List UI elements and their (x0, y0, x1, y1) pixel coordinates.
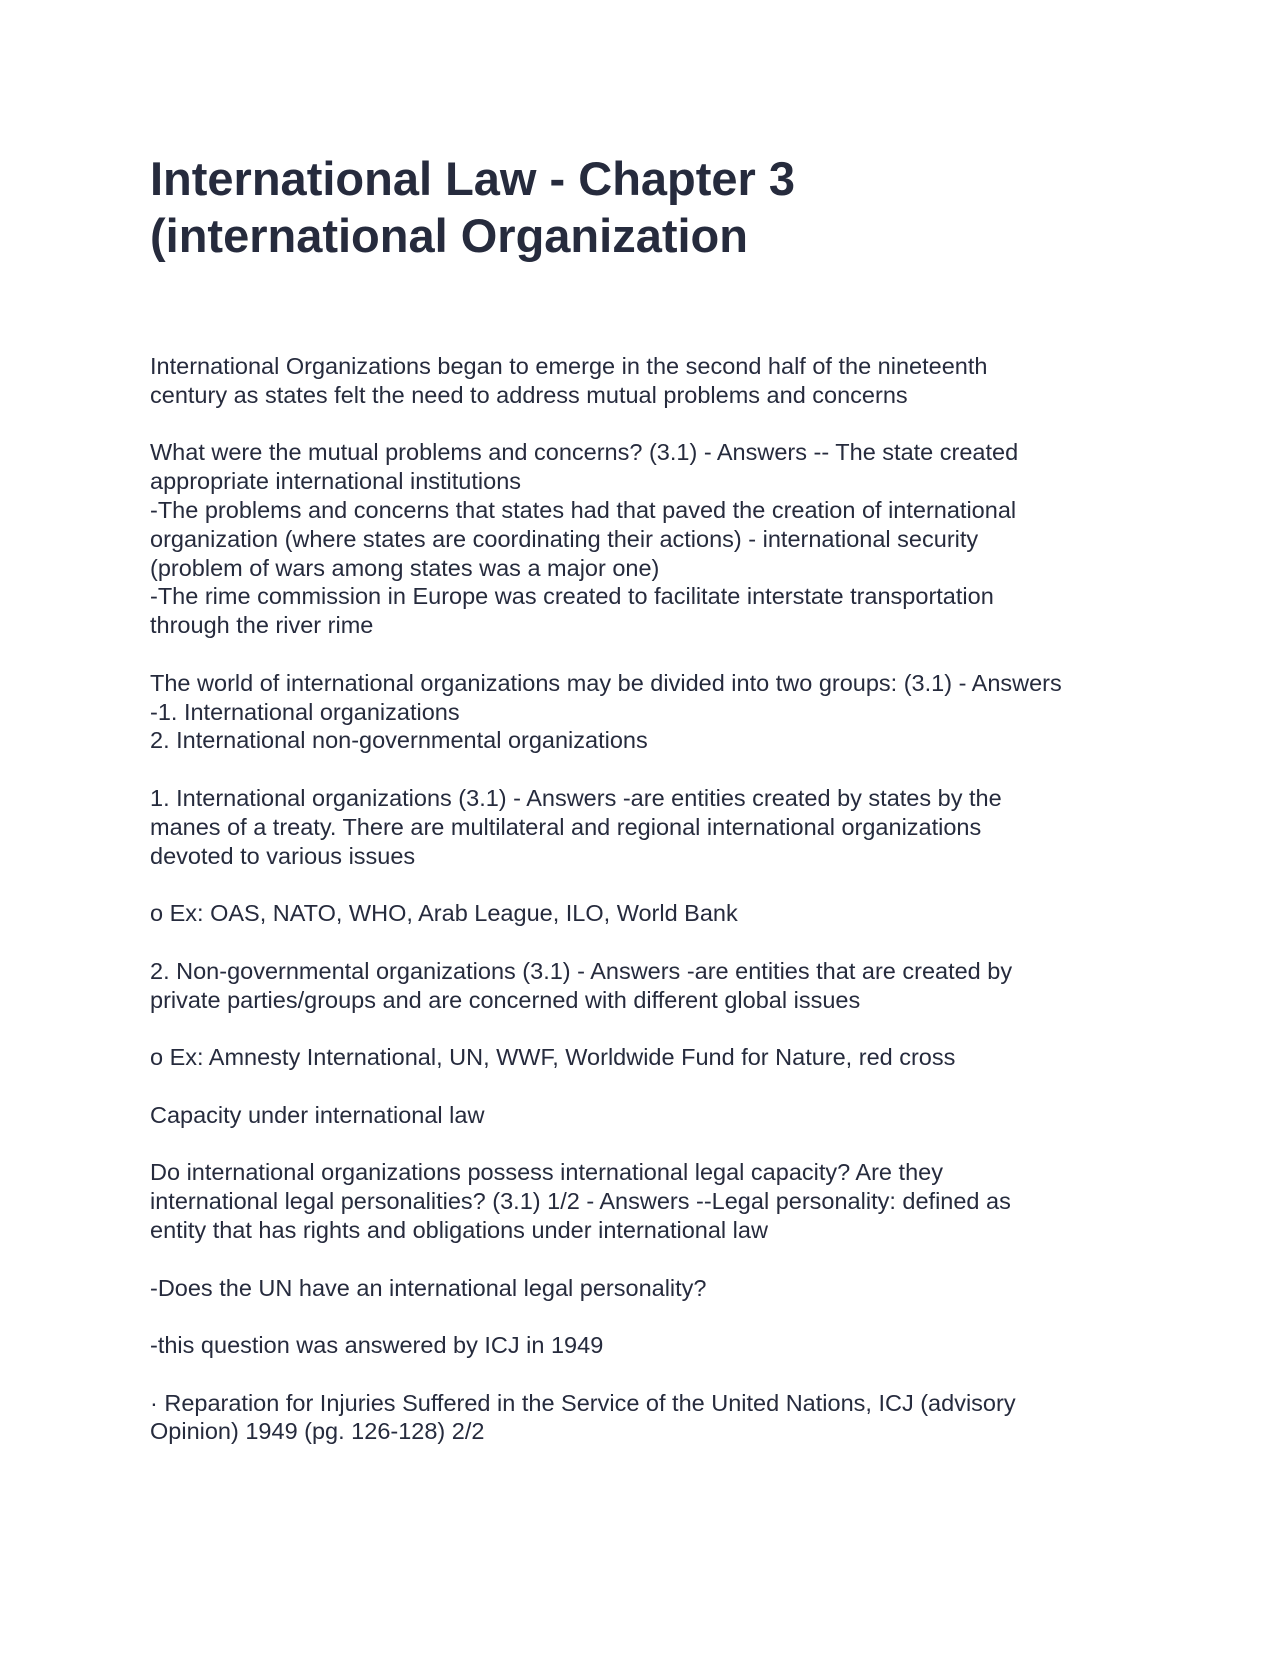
text-line: -The rime commission in Europe was created to facilitate interstate transportation (150, 583, 994, 610)
document-body (150, 352, 1140, 1475)
text-line: Capacity under international law (150, 1101, 485, 1128)
paragraph-intro (150, 352, 1140, 410)
text-line: · Reparation for Injuries Suffered in the Service of the United Nations, ICJ (advisory (150, 1389, 1016, 1416)
paragraph-ngo (150, 957, 1140, 1015)
paragraph-ngo-examples (150, 1043, 1140, 1072)
text-line: organization (where states are coordinating their actions) - international security (150, 525, 979, 552)
page-title (150, 150, 795, 264)
paragraph-io-examples (150, 899, 1140, 928)
text-line: -Does the UN have an international legal personality? (150, 1274, 707, 1301)
text-line: -1. International organizations (150, 698, 460, 725)
text-line: o Ex: OAS, NATO, WHO, Arab League, ILO, World Bank (150, 900, 738, 927)
paragraph-icj-answer (150, 1331, 1140, 1360)
paragraph-reparation-case (150, 1389, 1140, 1447)
paragraph-two-groups (150, 669, 1140, 755)
text-line: private parties/groups and are concerned with different global issues (150, 986, 861, 1013)
text-line: manes of a treaty. There are multilateral and regional international organizations (150, 813, 982, 840)
text-line: devoted to various issues (150, 842, 416, 869)
text-line: entity that has rights and obligations under international law (150, 1216, 768, 1243)
paragraph-capacity-heading (150, 1101, 1140, 1130)
text-line: What were the mutual problems and concerns? (3.1) - Answers -- The state created (150, 439, 1019, 466)
text-line: 2. Non-governmental organizations (3.1) - Answers -are entities that are created by (150, 957, 1013, 984)
text-line: o Ex: Amnesty International, UN, WWF, Worldwide Fund for Nature, red cross (150, 1044, 956, 1071)
text-line: century as states felt the need to address mutual problems and concerns (150, 381, 908, 408)
paragraph-mutual-problems (150, 438, 1140, 640)
text-line: -The problems and concerns that states had that paved the creation of international (150, 496, 1017, 523)
text-line: 2. International non-governmental organizations (150, 727, 648, 754)
title-line: (international Organization (150, 209, 748, 262)
text-line: 1. International organizations (3.1) - Answers -are entities created by states by the (150, 784, 1002, 811)
title-line: International Law - Chapter 3 (150, 152, 796, 205)
text-line: through the river rime (150, 612, 374, 639)
text-line: Do international organizations possess international legal capacity? Are they (150, 1159, 943, 1186)
paragraph-legal-capacity (150, 1158, 1140, 1244)
text-line: International Organizations began to emerge in the second half of the nineteenth (150, 353, 988, 379)
text-line: The world of international organizations may be divided into two groups: (3.1) - Answers (150, 669, 1062, 696)
text-line: (problem of wars among states was a major one) (150, 554, 660, 581)
text-line: appropriate international institutions (150, 468, 522, 495)
paragraph-un-question (150, 1274, 1140, 1303)
text-line: international legal personalities? (3.1) 1/2 - Answers --Legal personality: defined as (150, 1188, 1011, 1215)
document-page (150, 0, 1140, 1656)
paragraph-international-organizations (150, 784, 1140, 870)
text-line: Opinion) 1949 (pg. 126-128) 2/2 (150, 1418, 485, 1445)
text-line: -this question was answered by ICJ in 1949 (150, 1332, 604, 1359)
